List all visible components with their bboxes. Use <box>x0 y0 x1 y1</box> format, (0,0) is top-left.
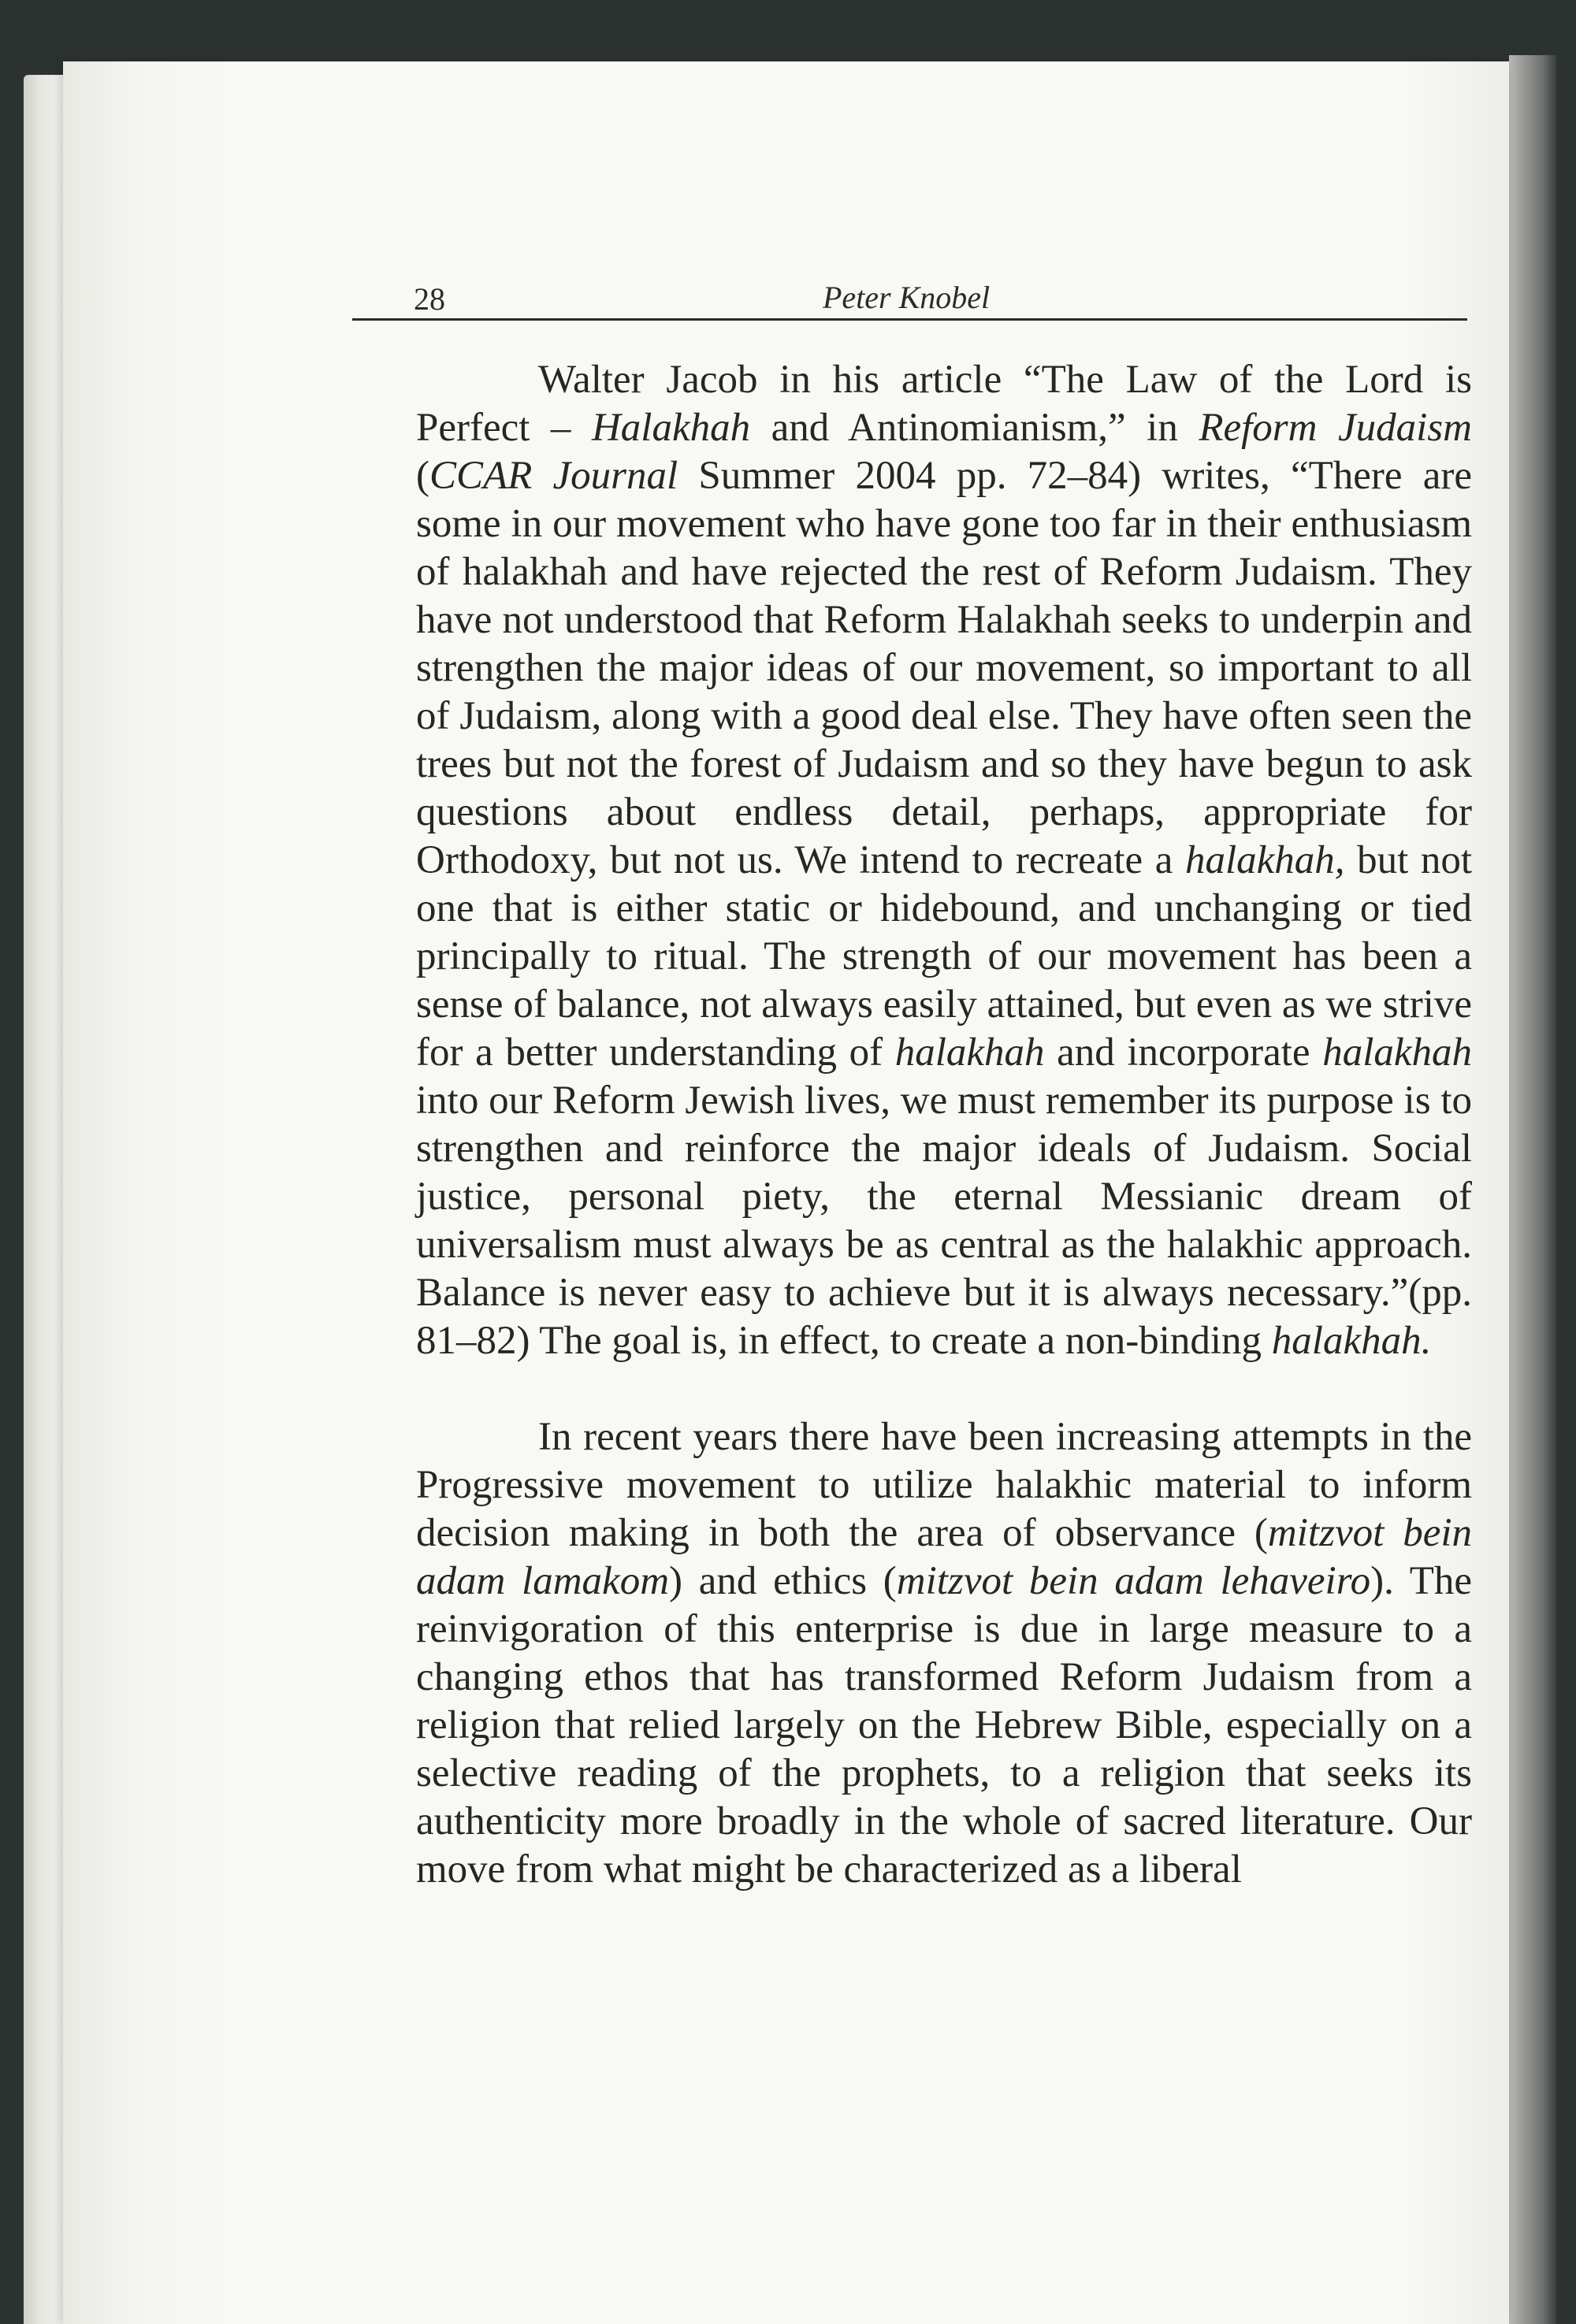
italic-term: Reform Judaism <box>1199 406 1472 450</box>
italic-term: halakhah, <box>1184 838 1345 882</box>
text-run: ). The reinvigoration of this enterprise is due in large measure to a changing ethos that has transformed Reform Judaism from a religion that relied largely on the Hebrew Bible, especially on a selective reading of the prophets, to a religion that seeks its authenticity more broadly in the whole of sacred literature. Our move from what might be characterized as a liberal <box>416 1559 1472 1891</box>
italic-term: halakhah <box>894 1030 1045 1075</box>
text-run: and Antinomianism,” in <box>750 406 1199 450</box>
text-run: into our Reform Jewish lives, we must remember its purpose is to strengthen and reinforce the major ideals of Judaism. Social justice, personal piety, the eternal Messianic dream of universalism must always be as central as the halakhic approach. Balance is never easy to achieve but it is always necessary.”(pp. 81–82) The goal is, in effect, to create a non-binding <box>416 1078 1472 1363</box>
body-text <box>416 356 1472 1894</box>
text-run: Summer 2004 pp. 72–84) writes, “There are some in our movement who have gone too far in their enthusiasm of halakhah and have rejected the rest of Reform Judaism. They have not understood that Reform Halakhah seeks to underpin and strengthen the major ideas of our movement, so important to all of Judaism, along with a good deal else. They have often seen the trees but not the forest of Judaism and so they have begun to ask questions about endless detail, perhaps, appropriate for Orthodoxy, but not us. We intend to recreate a <box>416 454 1472 882</box>
page-gutter-shadow <box>1509 55 1556 2324</box>
text-run: ( <box>416 454 429 498</box>
paragraph-2 <box>416 1413 1472 1894</box>
italic-term: halakhah <box>1322 1030 1472 1075</box>
italic-term: mitzvot bein adam lamakom <box>416 1511 1472 1603</box>
paragraph-1 <box>416 356 1472 1365</box>
italic-term: mitzvot bein adam lehaveiro <box>896 1559 1371 1603</box>
page-number: 28 <box>414 281 445 317</box>
italic-term: Halakhah <box>591 406 751 450</box>
running-head-author: Peter Knobel <box>823 280 991 315</box>
text-run: ) and ethics ( <box>669 1559 897 1603</box>
text-run: Walter Jacob in his article “The Law of the Lord is Perfect – <box>416 358 1472 450</box>
italic-term: CCAR Journal <box>429 454 678 498</box>
italic-term: halakhah. <box>1271 1319 1432 1363</box>
text-run: but not one that is either static or hidebound, and unchanging or tied principally to ritual. The strength of our movement has been a sense of balance, not always easily attained, but even as we strive for a better understanding of <box>416 838 1472 1075</box>
text-run: and incorporate <box>1044 1030 1323 1075</box>
page-header <box>352 274 1467 321</box>
text-run: In recent years there have been increasing attempts in the Progressive movement to utilize halakhic material to inform decision making in both the area of observance ( <box>416 1415 1472 1555</box>
